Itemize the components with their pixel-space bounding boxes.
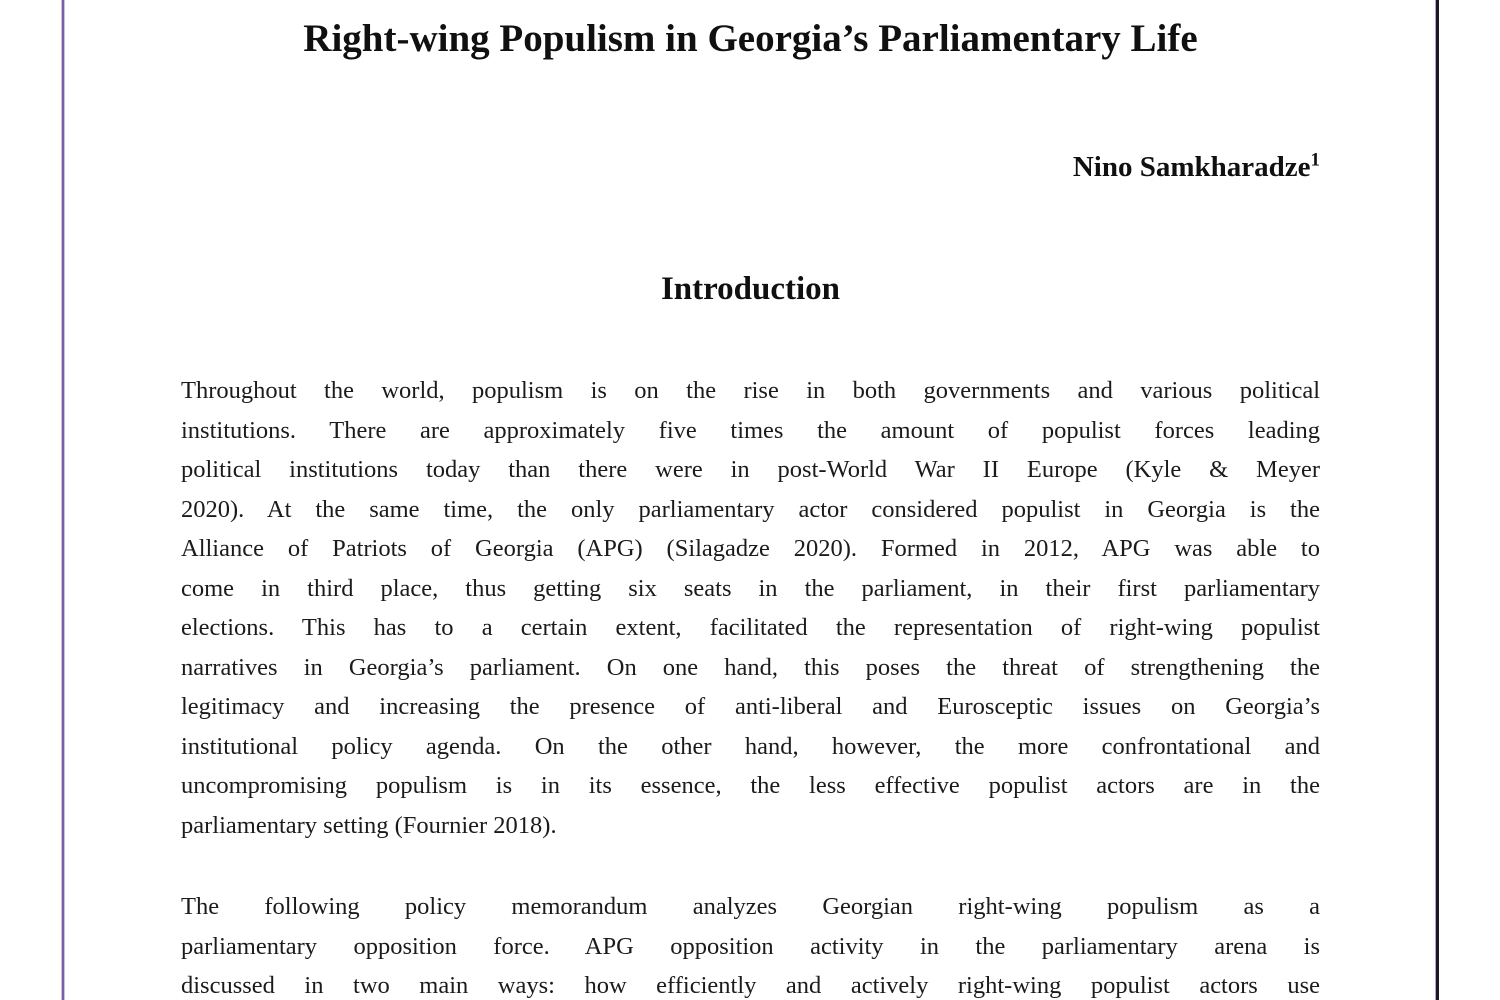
author-line [181, 150, 1320, 185]
footnote-reference: 1 [1310, 149, 1320, 171]
author-name: Nino Samkharadze [1072, 151, 1311, 183]
text-line: legitimacy and increasing the presence of anti-liberal and Eurosceptic issues on Georgia’s [181, 693, 1320, 720]
text-line: elections. This has to a certain extent, facilitated the representation of right-wing populist [181, 614, 1320, 641]
text-line: narratives in Georgia’s parliament. On one hand, this poses the threat of strengthening the [181, 653, 1320, 681]
document-title: Right-wing Populism in Georgia’s Parliamentary Life [303, 17, 1198, 60]
text-line: institutional policy agenda. On the other hand, however, the more confrontational and [181, 732, 1320, 760]
text-line: Throughout the world, populism is on the rise in both governments and various political [181, 377, 1320, 404]
body-text [181, 371, 1320, 1000]
paragraph-2 [181, 887, 1320, 1000]
page-rule-right [1435, 0, 1439, 1000]
text-line: The following policy memorandum analyzes Georgian right-wing populism as a [181, 893, 1320, 920]
text-line: parliamentary setting (Fournier 2018). [181, 811, 557, 839]
text-line: discussed in two main ways: how efficiently and actively right-wing populist actors use [181, 972, 1320, 999]
text-line: uncompromising populism is in its essence, the less effective populist actors are in the [181, 772, 1320, 799]
text-line: parliamentary opposition force. APG opposition activity in the parliamentary arena is [181, 932, 1320, 960]
paragraph-1 [181, 371, 1320, 845]
section-heading-introduction: Introduction [660, 271, 841, 307]
text-line: political institutions today than there were in post-World War II Europe (Kyle & Meyer [181, 456, 1320, 483]
page-content [181, 0, 1320, 1000]
text-line: institutions. There are approximately five times the amount of populist forces leading [181, 416, 1320, 444]
text-line: come in third place, thus getting six seats in the parliament, in their first parliamentary [181, 574, 1320, 602]
page-rule-left [61, 0, 65, 1000]
text-line: Alliance of Patriots of Georgia (APG) (Silagadze 2020). Formed in 2012, APG was able to [181, 535, 1320, 562]
text-line: 2020). At the same time, the only parliamentary actor considered populist in Georgia is the [181, 495, 1320, 523]
